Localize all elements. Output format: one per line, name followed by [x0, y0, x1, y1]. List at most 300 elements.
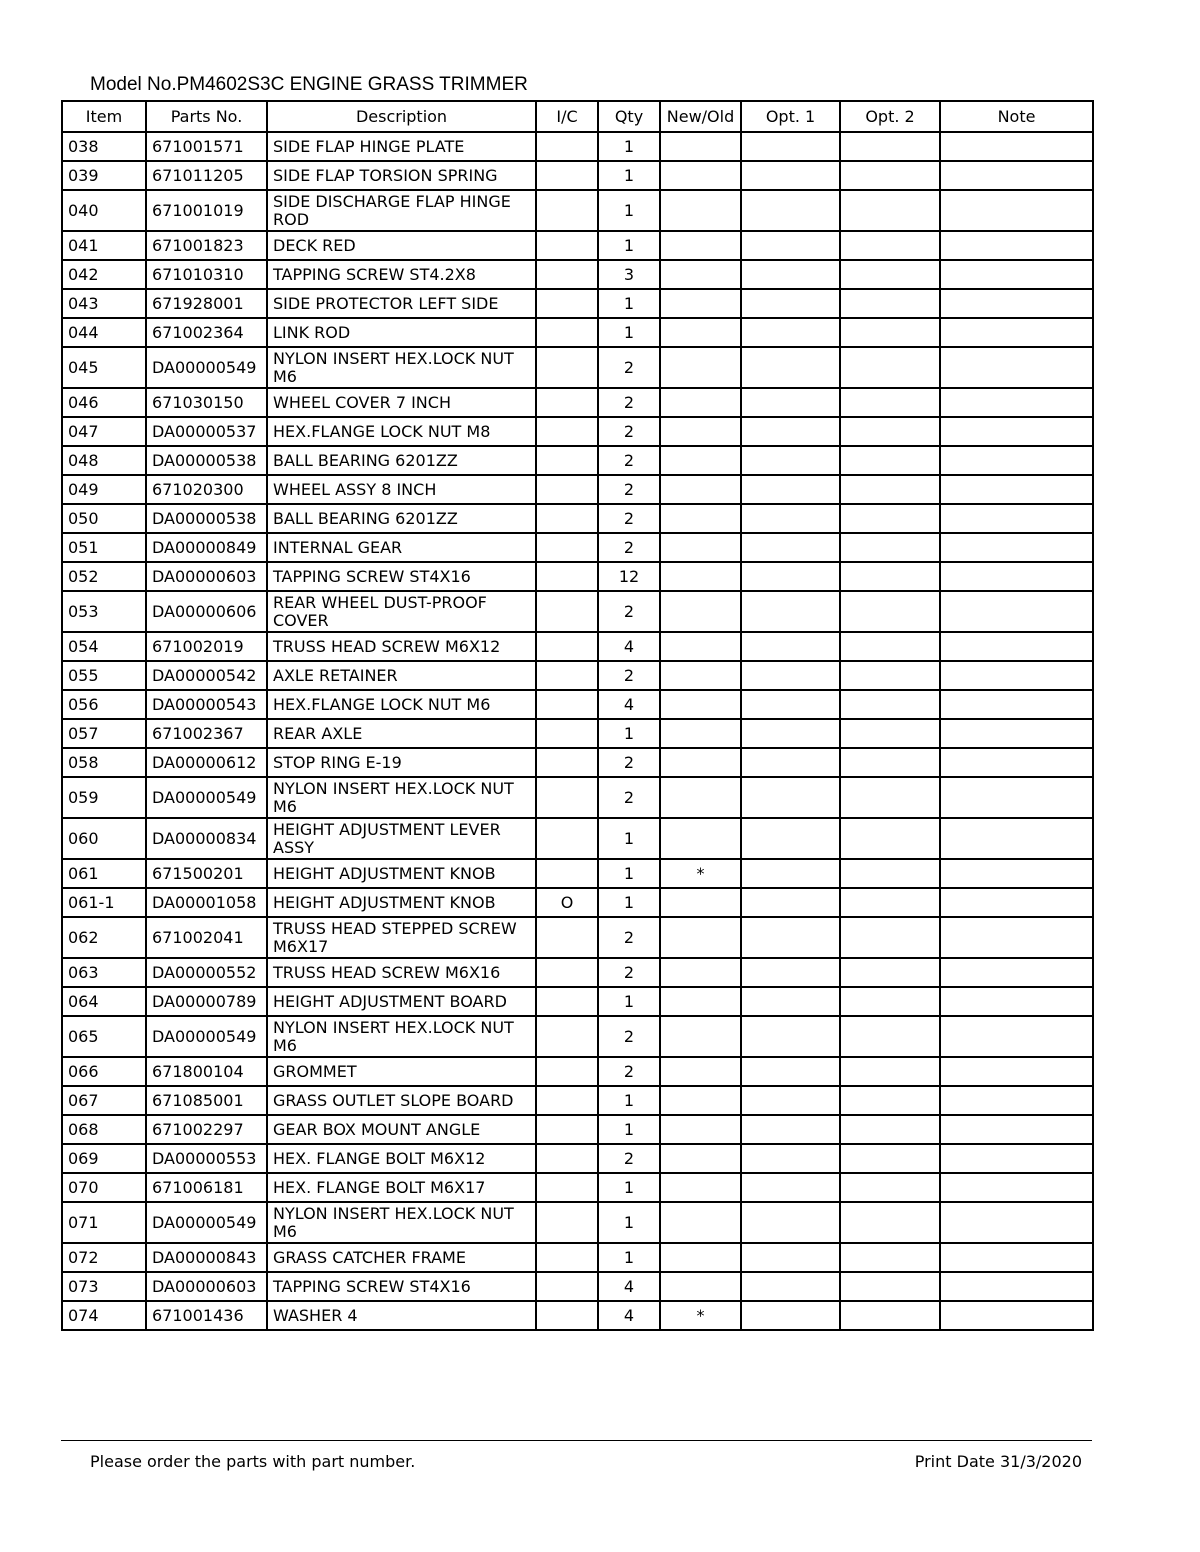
- cell-note: [940, 748, 1093, 777]
- cell-new-old: [660, 347, 741, 388]
- cell-opt2: [840, 888, 940, 917]
- cell-opt2: [840, 661, 940, 690]
- cell-opt1: [741, 417, 840, 446]
- cell-new-old: [660, 1086, 741, 1115]
- cell-opt1: [741, 690, 840, 719]
- cell-qty: 2: [598, 446, 660, 475]
- cell-new-old: [660, 231, 741, 260]
- cell-opt1: [741, 1086, 840, 1115]
- cell-parts-no: DA00000843: [146, 1243, 267, 1272]
- cell-new-old: [660, 446, 741, 475]
- cell-description: BALL BEARING 6201ZZ: [267, 504, 536, 533]
- cell-qty: 4: [598, 632, 660, 661]
- cell-ic: [536, 661, 598, 690]
- cell-new-old: *: [660, 859, 741, 888]
- cell-qty: 2: [598, 1057, 660, 1086]
- cell-parts-no: DA00000538: [146, 504, 267, 533]
- cell-item: 045: [62, 347, 146, 388]
- cell-note: [940, 661, 1093, 690]
- cell-opt2: [840, 818, 940, 859]
- cell-parts-no: DA00000606: [146, 591, 267, 632]
- cell-item: 074: [62, 1301, 146, 1330]
- cell-qty: 1: [598, 289, 660, 318]
- cell-opt2: [840, 1016, 940, 1057]
- header-item: Item: [62, 101, 146, 132]
- cell-item: 064: [62, 987, 146, 1016]
- cell-note: [940, 417, 1093, 446]
- cell-qty: 2: [598, 417, 660, 446]
- cell-description: WASHER 4: [267, 1301, 536, 1330]
- print-date: Print Date 31/3/2020: [914, 1452, 1082, 1471]
- cell-item: 052: [62, 562, 146, 591]
- cell-note: [940, 1016, 1093, 1057]
- cell-note: [940, 1272, 1093, 1301]
- cell-new-old: [660, 504, 741, 533]
- cell-note: [940, 888, 1093, 917]
- cell-ic: [536, 318, 598, 347]
- cell-qty: 2: [598, 958, 660, 987]
- cell-opt1: [741, 1057, 840, 1086]
- cell-opt1: [741, 231, 840, 260]
- cell-new-old: [660, 632, 741, 661]
- cell-parts-no: DA00000849: [146, 533, 267, 562]
- cell-new-old: [660, 132, 741, 161]
- table-row: [62, 690, 1093, 719]
- cell-opt2: [840, 132, 940, 161]
- cell-ic: [536, 417, 598, 446]
- cell-qty: 2: [598, 661, 660, 690]
- cell-qty: 1: [598, 231, 660, 260]
- cell-note: [940, 818, 1093, 859]
- cell-qty: 1: [598, 1086, 660, 1115]
- cell-parts-no: 671928001: [146, 289, 267, 318]
- cell-opt2: [840, 958, 940, 987]
- cell-description: NYLON INSERT HEX.LOCK NUT M6: [267, 1202, 536, 1243]
- cell-qty: 2: [598, 748, 660, 777]
- cell-new-old: [660, 690, 741, 719]
- header-description: Description: [267, 101, 536, 132]
- cell-description: DECK RED: [267, 231, 536, 260]
- header-opt1: Opt. 1: [741, 101, 840, 132]
- cell-parts-no: 671002019: [146, 632, 267, 661]
- cell-opt2: [840, 260, 940, 289]
- cell-note: [940, 1144, 1093, 1173]
- table-row: [62, 859, 1093, 888]
- cell-new-old: [660, 661, 741, 690]
- cell-new-old: [660, 818, 741, 859]
- table-row: [62, 719, 1093, 748]
- cell-note: [940, 859, 1093, 888]
- table-row: [62, 1115, 1093, 1144]
- cell-note: [940, 987, 1093, 1016]
- cell-new-old: [660, 562, 741, 591]
- cell-opt2: [840, 1243, 940, 1272]
- cell-parts-no: DA00000549: [146, 777, 267, 818]
- cell-ic: [536, 388, 598, 417]
- cell-opt2: [840, 446, 940, 475]
- cell-description: HEX. FLANGE BOLT M6X17: [267, 1173, 536, 1202]
- cell-new-old: [660, 533, 741, 562]
- cell-ic: [536, 533, 598, 562]
- cell-opt1: [741, 533, 840, 562]
- table-row: [62, 446, 1093, 475]
- cell-description: TAPPING SCREW ST4X16: [267, 1272, 536, 1301]
- cell-qty: 1: [598, 132, 660, 161]
- cell-opt2: [840, 719, 940, 748]
- cell-opt2: [840, 417, 940, 446]
- cell-new-old: [660, 1057, 741, 1086]
- cell-parts-no: DA00000789: [146, 987, 267, 1016]
- cell-note: [940, 504, 1093, 533]
- table-row: [62, 1057, 1093, 1086]
- cell-parts-no: DA00000543: [146, 690, 267, 719]
- table-row: [62, 1016, 1093, 1057]
- cell-qty: 4: [598, 690, 660, 719]
- cell-item: 053: [62, 591, 146, 632]
- cell-parts-no: DA00000549: [146, 1202, 267, 1243]
- cell-parts-no: 671001823: [146, 231, 267, 260]
- cell-opt1: [741, 388, 840, 417]
- cell-item: 068: [62, 1115, 146, 1144]
- cell-note: [940, 1243, 1093, 1272]
- cell-ic: [536, 504, 598, 533]
- cell-opt1: [741, 318, 840, 347]
- table-row: [62, 132, 1093, 161]
- table-row: [62, 190, 1093, 231]
- cell-new-old: [660, 190, 741, 231]
- cell-parts-no: 671001019: [146, 190, 267, 231]
- cell-opt1: [741, 562, 840, 591]
- cell-description: GRASS OUTLET SLOPE BOARD: [267, 1086, 536, 1115]
- cell-ic: [536, 161, 598, 190]
- table-row: [62, 533, 1093, 562]
- cell-opt2: [840, 562, 940, 591]
- cell-ic: [536, 591, 598, 632]
- cell-qty: 2: [598, 777, 660, 818]
- cell-item: 060: [62, 818, 146, 859]
- cell-new-old: [660, 591, 741, 632]
- footer-note: Please order the parts with part number.: [90, 1452, 416, 1471]
- cell-note: [940, 190, 1093, 231]
- cell-description: WHEEL ASSY 8 INCH: [267, 475, 536, 504]
- cell-ic: [536, 1173, 598, 1202]
- cell-item: 044: [62, 318, 146, 347]
- cell-item: 061: [62, 859, 146, 888]
- cell-opt1: [741, 777, 840, 818]
- cell-opt2: [840, 1301, 940, 1330]
- cell-ic: [536, 987, 598, 1016]
- cell-opt1: [741, 289, 840, 318]
- cell-ic: [536, 1272, 598, 1301]
- table-row: [62, 818, 1093, 859]
- cell-opt1: [741, 1144, 840, 1173]
- cell-note: [940, 533, 1093, 562]
- cell-opt2: [840, 318, 940, 347]
- table-row: [62, 777, 1093, 818]
- cell-item: 050: [62, 504, 146, 533]
- cell-opt1: [741, 818, 840, 859]
- cell-description: HEX.FLANGE LOCK NUT M6: [267, 690, 536, 719]
- page-title: Model No.PM4602S3C ENGINE GRASS TRIMMER: [90, 74, 528, 95]
- cell-description: NYLON INSERT HEX.LOCK NUT M6: [267, 777, 536, 818]
- cell-ic: [536, 1115, 598, 1144]
- cell-opt1: [741, 859, 840, 888]
- cell-item: 043: [62, 289, 146, 318]
- cell-qty: 1: [598, 818, 660, 859]
- cell-qty: 2: [598, 591, 660, 632]
- cell-opt2: [840, 190, 940, 231]
- cell-qty: 2: [598, 504, 660, 533]
- cell-parts-no: 671006181: [146, 1173, 267, 1202]
- cell-note: [940, 289, 1093, 318]
- cell-item: 066: [62, 1057, 146, 1086]
- cell-ic: [536, 1301, 598, 1330]
- table-row: [62, 748, 1093, 777]
- cell-parts-no: 671020300: [146, 475, 267, 504]
- cell-item: 062: [62, 917, 146, 958]
- cell-opt1: [741, 1243, 840, 1272]
- cell-qty: 1: [598, 1243, 660, 1272]
- cell-item: 038: [62, 132, 146, 161]
- cell-parts-no: 671002367: [146, 719, 267, 748]
- cell-ic: [536, 748, 598, 777]
- cell-description: GROMMET: [267, 1057, 536, 1086]
- cell-opt2: [840, 748, 940, 777]
- table-row: [62, 661, 1093, 690]
- cell-parts-no: 671010310: [146, 260, 267, 289]
- cell-opt1: [741, 260, 840, 289]
- cell-opt1: [741, 475, 840, 504]
- table-row: [62, 388, 1093, 417]
- cell-opt1: [741, 748, 840, 777]
- cell-note: [940, 1115, 1093, 1144]
- cell-qty: 1: [598, 1115, 660, 1144]
- cell-new-old: [660, 777, 741, 818]
- header-opt2: Opt. 2: [840, 101, 940, 132]
- cell-opt2: [840, 1057, 940, 1086]
- cell-note: [940, 632, 1093, 661]
- cell-ic: [536, 1016, 598, 1057]
- cell-ic: [536, 475, 598, 504]
- cell-description: HEX. FLANGE BOLT M6X12: [267, 1144, 536, 1173]
- cell-item: 055: [62, 661, 146, 690]
- cell-description: GEAR BOX MOUNT ANGLE: [267, 1115, 536, 1144]
- header-note: Note: [940, 101, 1093, 132]
- table-row: [62, 347, 1093, 388]
- cell-opt2: [840, 388, 940, 417]
- cell-opt1: [741, 958, 840, 987]
- cell-parts-no: DA00000553: [146, 1144, 267, 1173]
- cell-qty: 2: [598, 388, 660, 417]
- cell-opt2: [840, 1144, 940, 1173]
- cell-opt1: [741, 917, 840, 958]
- cell-opt1: [741, 1115, 840, 1144]
- table-row: [62, 231, 1093, 260]
- cell-ic: [536, 958, 598, 987]
- table-row: [62, 591, 1093, 632]
- cell-new-old: [660, 260, 741, 289]
- cell-qty: 2: [598, 1144, 660, 1173]
- cell-note: [940, 1301, 1093, 1330]
- table-row: [62, 888, 1093, 917]
- cell-ic: [536, 1057, 598, 1086]
- cell-item: 051: [62, 533, 146, 562]
- cell-description: NYLON INSERT HEX.LOCK NUT M6: [267, 1016, 536, 1057]
- cell-note: [940, 562, 1093, 591]
- cell-item: 054: [62, 632, 146, 661]
- cell-opt2: [840, 504, 940, 533]
- cell-description: HEIGHT ADJUSTMENT KNOB: [267, 888, 536, 917]
- cell-parts-no: 671500201: [146, 859, 267, 888]
- header-row: [62, 101, 1093, 132]
- cell-opt1: [741, 161, 840, 190]
- cell-opt1: [741, 1272, 840, 1301]
- table-row: [62, 1202, 1093, 1243]
- cell-parts-no: 671002364: [146, 318, 267, 347]
- cell-opt1: [741, 661, 840, 690]
- cell-item: 039: [62, 161, 146, 190]
- cell-opt1: [741, 504, 840, 533]
- cell-note: [940, 475, 1093, 504]
- cell-description: SIDE PROTECTOR LEFT SIDE: [267, 289, 536, 318]
- cell-parts-no: DA00000612: [146, 748, 267, 777]
- cell-opt2: [840, 533, 940, 562]
- cell-note: [940, 917, 1093, 958]
- cell-qty: 3: [598, 260, 660, 289]
- cell-ic: [536, 917, 598, 958]
- cell-ic: O: [536, 888, 598, 917]
- cell-parts-no: DA00000549: [146, 347, 267, 388]
- cell-description: WHEEL COVER 7 INCH: [267, 388, 536, 417]
- cell-opt1: [741, 591, 840, 632]
- table-row: [62, 562, 1093, 591]
- cell-parts-no: 671001436: [146, 1301, 267, 1330]
- table-row: [62, 1173, 1093, 1202]
- cell-opt1: [741, 888, 840, 917]
- cell-opt2: [840, 591, 940, 632]
- cell-description: GRASS CATCHER FRAME: [267, 1243, 536, 1272]
- cell-qty: 1: [598, 318, 660, 347]
- cell-description: HEIGHT ADJUSTMENT LEVER ASSY: [267, 818, 536, 859]
- cell-item: 069: [62, 1144, 146, 1173]
- table-row: [62, 1243, 1093, 1272]
- cell-opt1: [741, 1301, 840, 1330]
- cell-item: 057: [62, 719, 146, 748]
- cell-item: 049: [62, 475, 146, 504]
- cell-item: 040: [62, 190, 146, 231]
- cell-qty: 12: [598, 562, 660, 591]
- cell-description: TRUSS HEAD SCREW M6X12: [267, 632, 536, 661]
- cell-qty: 2: [598, 533, 660, 562]
- cell-item: 061-1: [62, 888, 146, 917]
- cell-ic: [536, 1086, 598, 1115]
- table-row: [62, 417, 1093, 446]
- parts-table: [61, 100, 1094, 1331]
- cell-note: [940, 1057, 1093, 1086]
- cell-opt1: [741, 632, 840, 661]
- table-row: [62, 289, 1093, 318]
- cell-opt1: [741, 1173, 840, 1202]
- cell-description: HEIGHT ADJUSTMENT KNOB: [267, 859, 536, 888]
- table-row: [62, 260, 1093, 289]
- cell-item: 073: [62, 1272, 146, 1301]
- cell-new-old: *: [660, 1301, 741, 1330]
- cell-description: HEX.FLANGE LOCK NUT M8: [267, 417, 536, 446]
- cell-parts-no: DA00001058: [146, 888, 267, 917]
- cell-parts-no: 671002041: [146, 917, 267, 958]
- cell-ic: [536, 719, 598, 748]
- cell-note: [940, 347, 1093, 388]
- cell-description: BALL BEARING 6201ZZ: [267, 446, 536, 475]
- cell-item: 042: [62, 260, 146, 289]
- cell-ic: [536, 132, 598, 161]
- footer-divider: [61, 1440, 1092, 1441]
- cell-note: [940, 446, 1093, 475]
- cell-ic: [536, 190, 598, 231]
- cell-qty: 1: [598, 1173, 660, 1202]
- cell-note: [940, 1086, 1093, 1115]
- cell-qty: 4: [598, 1272, 660, 1301]
- cell-new-old: [660, 1115, 741, 1144]
- cell-ic: [536, 632, 598, 661]
- cell-ic: [536, 231, 598, 260]
- cell-opt1: [741, 347, 840, 388]
- cell-description: TRUSS HEAD STEPPED SCREW M6X17: [267, 917, 536, 958]
- cell-item: 070: [62, 1173, 146, 1202]
- cell-item: 056: [62, 690, 146, 719]
- cell-description: SIDE DISCHARGE FLAP HINGE ROD: [267, 190, 536, 231]
- cell-new-old: [660, 161, 741, 190]
- cell-item: 048: [62, 446, 146, 475]
- cell-qty: 2: [598, 475, 660, 504]
- cell-new-old: [660, 318, 741, 347]
- cell-new-old: [660, 958, 741, 987]
- table-row: [62, 632, 1093, 661]
- cell-new-old: [660, 888, 741, 917]
- cell-opt1: [741, 1016, 840, 1057]
- cell-qty: 1: [598, 719, 660, 748]
- table-row: [62, 318, 1093, 347]
- cell-item: 046: [62, 388, 146, 417]
- cell-opt2: [840, 231, 940, 260]
- cell-opt2: [840, 161, 940, 190]
- cell-parts-no: DA00000542: [146, 661, 267, 690]
- cell-parts-no: DA00000834: [146, 818, 267, 859]
- cell-qty: 2: [598, 917, 660, 958]
- cell-item: 063: [62, 958, 146, 987]
- cell-new-old: [660, 475, 741, 504]
- cell-note: [940, 591, 1093, 632]
- cell-opt1: [741, 987, 840, 1016]
- parts-table-body: [62, 132, 1093, 1330]
- table-row: [62, 917, 1093, 958]
- cell-opt1: [741, 446, 840, 475]
- table-row: [62, 987, 1093, 1016]
- cell-ic: [536, 777, 598, 818]
- cell-opt2: [840, 1202, 940, 1243]
- cell-description: NYLON INSERT HEX.LOCK NUT M6: [267, 347, 536, 388]
- cell-new-old: [660, 987, 741, 1016]
- header-parts-no: Parts No.: [146, 101, 267, 132]
- cell-note: [940, 318, 1093, 347]
- cell-opt2: [840, 1272, 940, 1301]
- cell-ic: [536, 818, 598, 859]
- cell-opt2: [840, 475, 940, 504]
- cell-new-old: [660, 289, 741, 318]
- cell-new-old: [660, 1272, 741, 1301]
- cell-parts-no: 671001571: [146, 132, 267, 161]
- cell-description: REAR AXLE: [267, 719, 536, 748]
